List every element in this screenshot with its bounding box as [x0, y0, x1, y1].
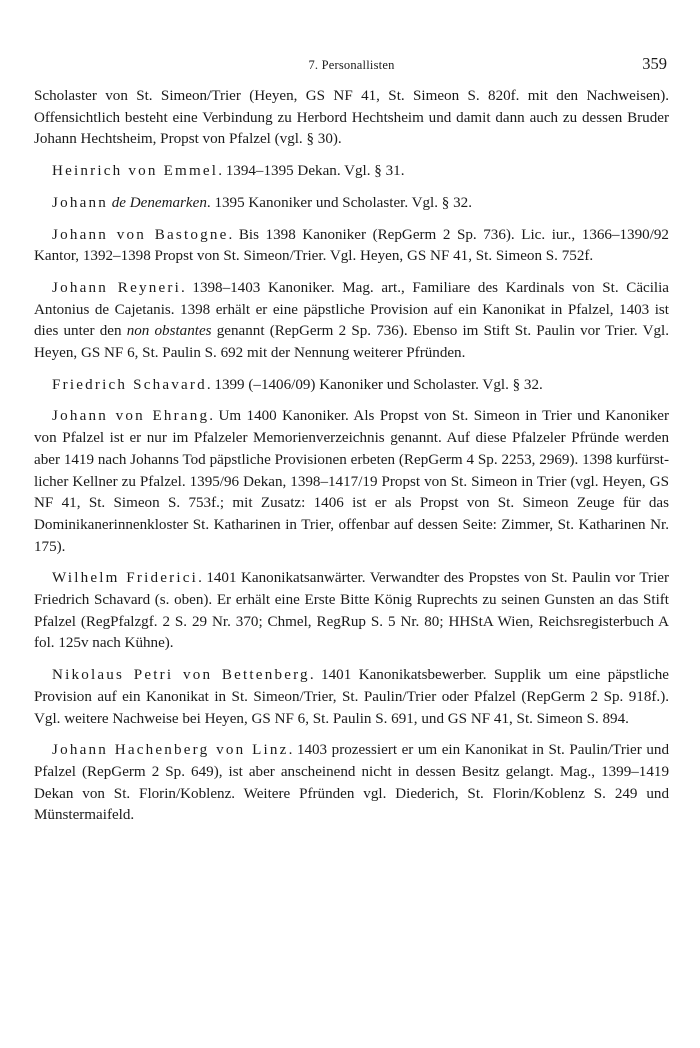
page-header [34, 54, 669, 76]
page-body [34, 86, 669, 837]
entry-text: . Um 1400 Kanoniker. Als Propst von St. Simeon in Trier und Kanoniker von Pfalzel ist er nur im Pfalzeler Memorienverzeichnis genannt. Auf diese Pfalzeler Pfründe werden aber 1419 nach Johanns Tod päpstliche Provisionen erbeten (RepGerm 4 Sp. 2253, 2969). 1398 kurfürstlicher Kellner zu Pfalzel. 1395/96 Dekan, 1398–1417/19 Propst von St. Simeon in Trier (vgl. Heyen, GS NF 41, St. Simeon S. 753f.; mit Zusatz: 1406 ist er als Propst von St. Simeon Zeuge für das Dominikanerinnenkloster St. Katharinen in Trier, offenbar auf dessen Seite: Zimmer, St. Katharinen Nr. 175). [34, 408, 669, 555]
page-number: 359 [642, 54, 667, 73]
entry-wilhelm-friderici [34, 568, 669, 655]
entry-name: Wilhelm Friderici [52, 570, 199, 587]
entry-text: . 1399 (–1406/09) Kanoniker und Scholaster. Vgl. § 32. [206, 376, 543, 393]
entry-name: Johann Reyneri [52, 279, 181, 296]
entry-name: Heinrich von Emmel [52, 163, 219, 180]
running-head: 7. Personallisten [308, 58, 395, 72]
entry-text: . 1401 Kanonikatsbewerber. Supplik um eine päpstliche Provision auf ein Kanonikat in St. Simeon/Trier, St. Paulin/Trier oder Pfalzel (RepGerm 2 Sp. 918f.). Vgl. weitere Nachweise bei Heyen, GS NF 6, St. Paulin S. 691, und GS NF 41, St. Simeon S. 894. [34, 667, 670, 727]
entry-text: . 1403 prozessiert er um ein Kanonikat in St. Paulin/Trier und Pfalzel (RepGerm 2 Sp. 649), ist aber anscheinend nicht in dessen Besitz gelangt. Mag., 1399–1419 Dekan von St. Florin/Koblenz. Weitere Pfründen vgl. Diederich, St. Florin/Koblenz S. 249 und Münstermaifeld. [34, 742, 669, 824]
entry-text: Scholaster von St. Simeon/Trier (Heyen, GS NF 41, St. Simeon S. 820f. mit den Nachweisen). Offensichtlich besteht eine Verbindung zu Herbord Hechtsheim und damit dann auch zu dessen Bruder Johann Hechtsheim, Propst von Pfalzel (vgl. § 30). [34, 88, 669, 148]
entry-name: Johann [52, 194, 108, 211]
entry-name-italic: de Denemarken [111, 194, 207, 211]
entry-name: Johann von Ehrang [52, 408, 210, 425]
entry-text: . 1395 Kanoniker und Scholaster. Vgl. § 32. [206, 194, 472, 211]
entry-name: Johann Hachenberg von Linz [52, 742, 289, 759]
entry-italic-term: non obstantes [126, 323, 212, 340]
entry-name: Friedrich Schavard [52, 376, 207, 393]
entry-friedrich-schavard [34, 375, 669, 397]
entry-johann-hachenberg-von-linz [34, 740, 669, 827]
entry-continuation [34, 86, 669, 151]
entry-name: Nikolaus Petri von Bettenberg [52, 667, 310, 684]
entry-text-continued: genannt (RepGerm 2 Sp. 736). Ebenso im Stift St. Paulin vor Trier. Vgl. Heyen, GS NF 6, St. Paulin S. 692 mit der Nennung weiterer Pfründen. [34, 323, 669, 362]
entry-johann-von-ehrang [34, 406, 669, 558]
entry-name: Johann von Bastogne [52, 226, 229, 243]
entry-johann-de-denemarken [34, 193, 669, 215]
entry-text: . 1398–1403 Kanoniker. Mag. art., Familiare des Kardinals von St. Cäcilia Antonius de Cajetanis. 1398 erhält er eine päpstliche Provision auf ein Kanonikat in Pfalzel, 1403 ist dies unter den [34, 279, 669, 340]
entry-text: . Bis 1398 Kanoniker (RepGerm 2 Sp. 736). Lic. iur., 1366–1390/92 Kantor, 1392–1398 Propst von St. Simeon/Trier. Vgl. Heyen, GS NF 41, St. Simeon S. 752f. [34, 226, 669, 265]
entry-johann-reyneri [34, 278, 669, 365]
entry-text: . 1394–1395 Dekan. Vgl. § 31. [218, 163, 405, 180]
entry-heinrich-von-emmel [34, 161, 669, 183]
entry-text: . 1401 Kanonikatsanwärter. Verwandter des Propstes von St. Paulin vor Trier Friedrich Schavard (s. oben). Er erhält eine Erste Bitte König Ruprechts zu seinen Gunsten an das Stift Pfalzel (RegPfalzgf. 2 S. 29 Nr. 370; Chmel, RegRup S. 5 Nr. 80; HHStA Wien, Reichsregisterbuch A fol. 125v nach Kühne). [34, 570, 669, 652]
entry-johann-von-bastogne [34, 225, 669, 268]
entry-nikolaus-petri-von-bettenberg [34, 665, 669, 730]
